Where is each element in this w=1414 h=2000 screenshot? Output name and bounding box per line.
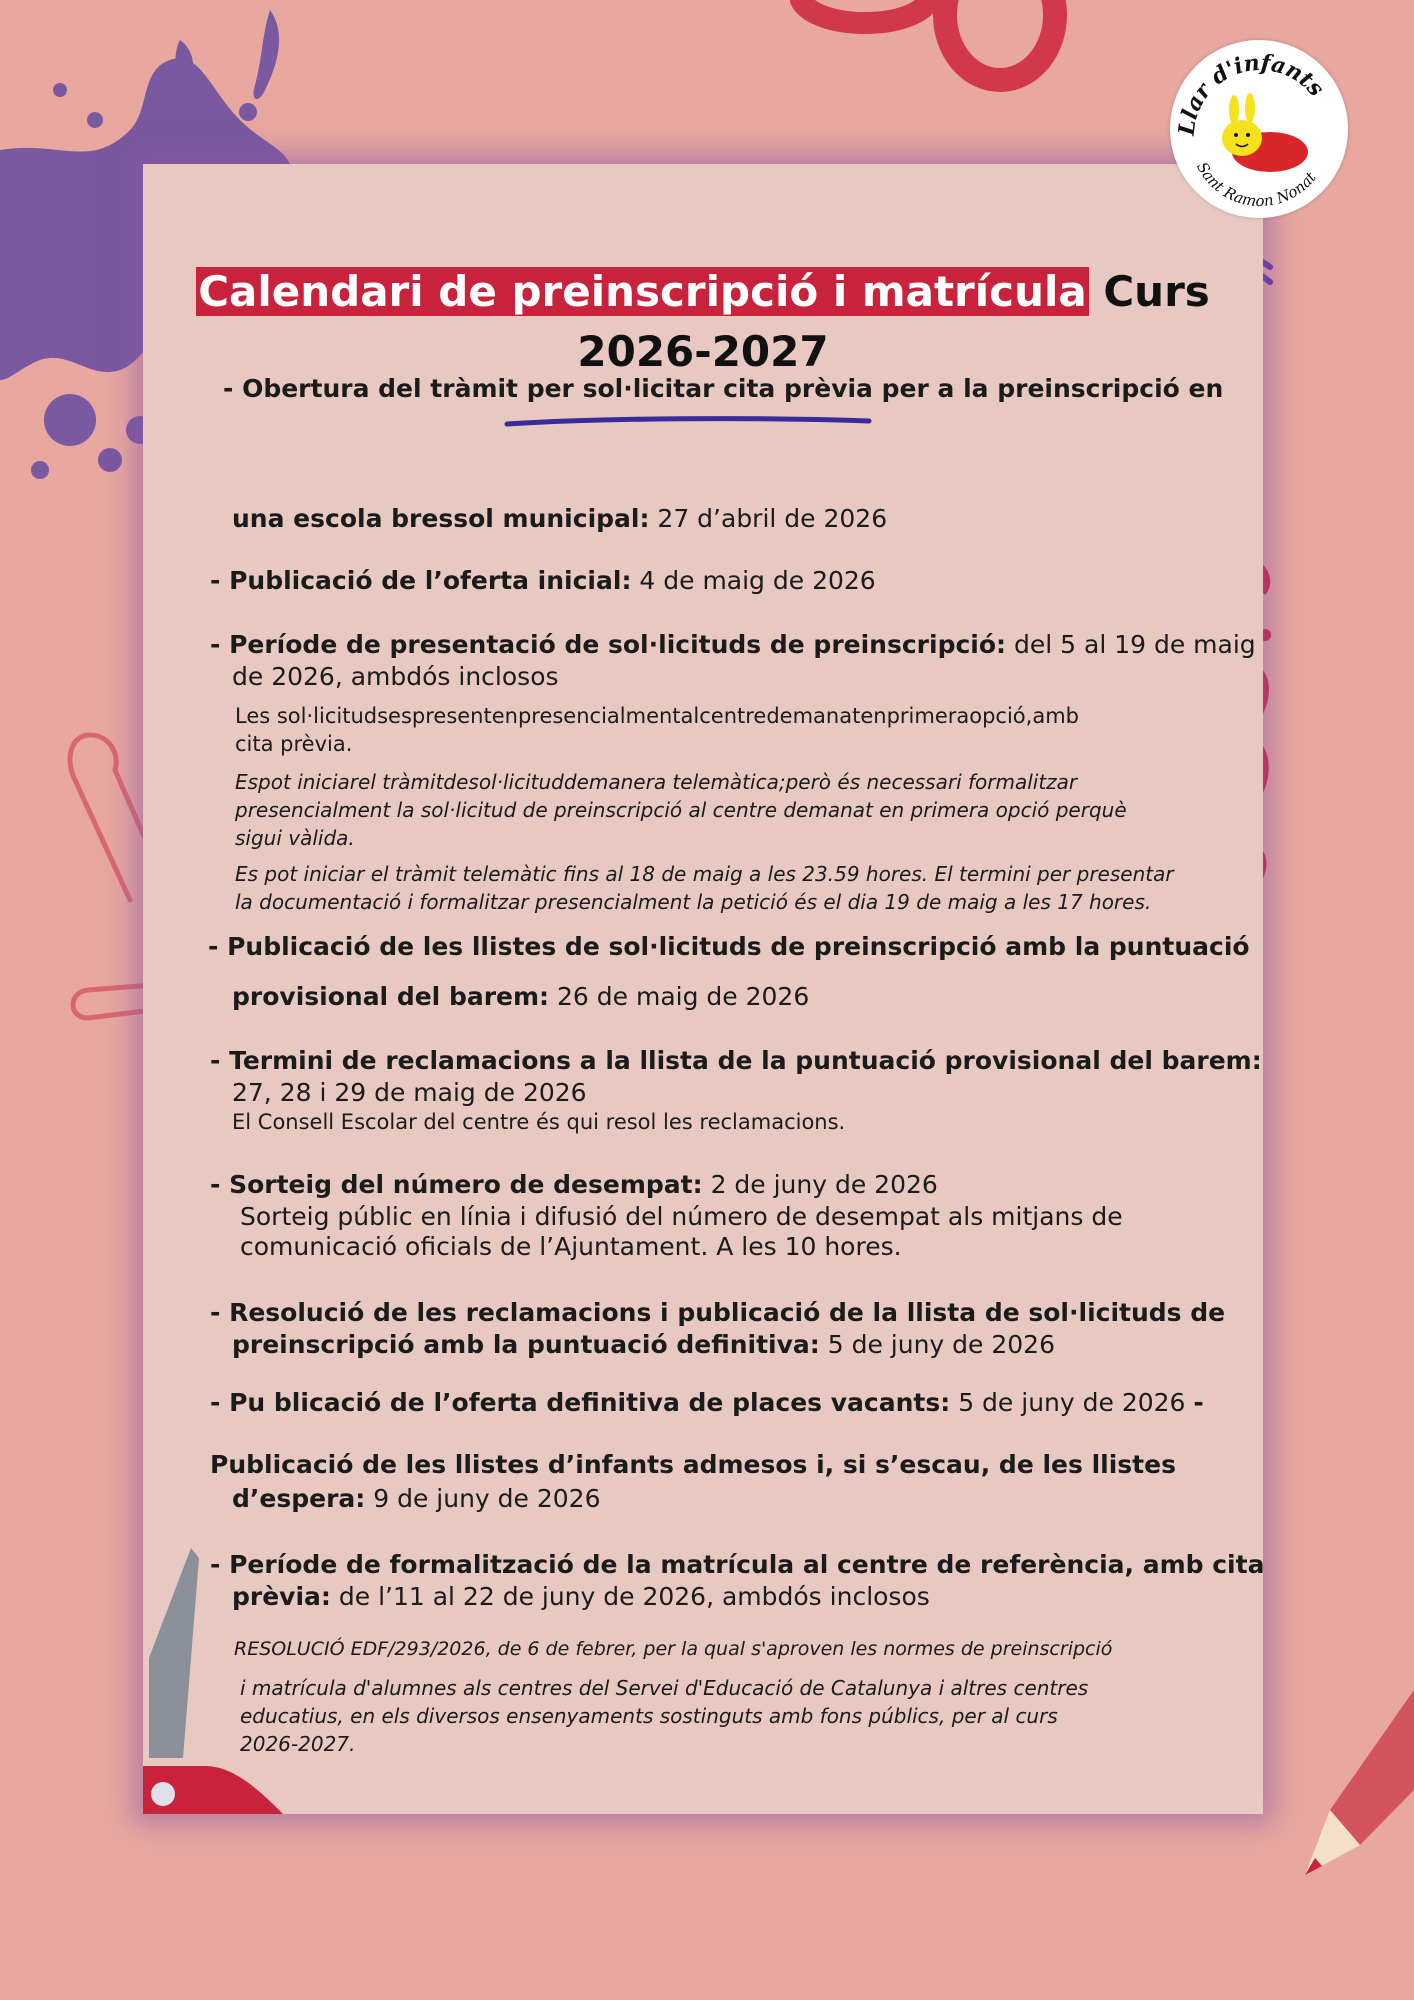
school-logo: [1170, 40, 1348, 218]
resolucio-reference-2: i matrícula d'alumnes als centres del Servei d'Educació de Catalunya i altres centres: [240, 1676, 1089, 1700]
item-sorteig: - Sorteig del número de desempat: 2 de juny de 2026: [210, 1170, 938, 1199]
item-llistes-provisional: - Publicació de les llistes de sol·licituds de preinscripció amb la puntuació: [208, 932, 1250, 961]
pencil-decoration: [1290, 1680, 1414, 1880]
item-resolucio-reclamacions: - Resolució de les reclamacions i publicació de la llista de sol·licituds de: [210, 1298, 1226, 1327]
logo-top-text: Llar d'infants: [1173, 49, 1330, 137]
resolucio-reference: RESOLUCIÓ EDF/293/2026, de 6 de febrer, per la qual s'aproven les normes de preinscripció: [234, 1638, 1113, 1660]
handdrawn-underline: [503, 414, 873, 430]
bunny-icon: [1222, 93, 1308, 172]
item-reclamacions: - Termini de reclamacions a la llista de la puntuació provisional del barem:: [210, 1046, 1262, 1075]
note-telematica-2: presencialment la sol·licitud de preinscripció al centre demanat en primera opció perquè: [235, 798, 1127, 822]
item-oferta-definitiva: - Pu blicació de l’oferta definitiva de places vacants: 5 de juny de 2026 -: [210, 1388, 1204, 1417]
red-scissors-handles-decoration: [790, 0, 1100, 110]
logo-bottom-text: Sant Ramon Nonat: [1192, 158, 1320, 211]
resolucio-reference-4: 2026-2027.: [240, 1732, 356, 1756]
subtitle: - Obertura del tràmit per sol·licitar cita prèvia per a la preinscripció en: [223, 374, 1224, 403]
item-llistes-provisional-cont: provisional del barem: 26 de maig de 2026: [232, 982, 810, 1011]
note-telematica-3: sigui vàlida.: [235, 826, 355, 850]
resolucio-reference-3: educatius, en els diversos ensenyaments sostinguts amb fons públics, per al curs: [240, 1704, 1058, 1728]
title-curs: Curs: [1103, 267, 1210, 316]
page-title: [143, 262, 1263, 382]
note-termini-2: la documentació i formalitzar presencialment la petició és el dia 19 de maig a les 17 hores.: [235, 890, 1152, 914]
logo-graphic: [1170, 40, 1348, 218]
note-telematica: Espot iniciarel tràmitdesol·licituddemanera telemàtica;però és necessari formalitzar: [235, 770, 1078, 794]
note-presencial: Les sol·licitudsespresentenpresencialmentalcentredemanatenprimeraopció,amb: [235, 704, 1079, 728]
title-year: 2026-2027: [577, 327, 829, 376]
item-llistes-admesos: Publicació de les llistes d’infants admesos i, si s’escau, de les llistes: [210, 1450, 1176, 1479]
item-periode-preinscripcio-cont: de 2026, ambdós inclosos: [232, 662, 559, 691]
item-periode-preinscripcio: - Període de presentació de sol·licituds de preinscripció: del 5 al 19 de maig: [210, 630, 1256, 659]
calendar-card: [143, 164, 1263, 1814]
note-consell-escolar: El Consell Escolar del centre és qui resol les reclamacions.: [232, 1110, 846, 1134]
item-oferta-inicial: - Publicació de l’oferta inicial: 4 de maig de 2026: [210, 566, 876, 595]
item-matricula-cont: prèvia: de l’11 al 22 de juny de 2026, ambdós inclosos: [232, 1582, 930, 1611]
item-reclamacions-date: 27, 28 i 29 de maig de 2026: [232, 1078, 587, 1107]
note-sorteig-2: comunicació oficials de l’Ajuntament. A les 10 hores.: [240, 1232, 902, 1261]
item-cita-previa: una escola bressol municipal: 27 d’abril de 2026: [232, 504, 888, 533]
item-matricula: - Període de formalització de la matrícula al centre de referència, amb cita: [210, 1550, 1265, 1579]
note-presencial-cont: cita prèvia.: [235, 732, 353, 756]
note-termini: Es pot iniciar el tràmit telemàtic fins al 18 de maig a les 23.59 hores. El termini per presentar: [235, 862, 1174, 886]
title-highlight: Calendari de preinscripció i matrícula: [198, 267, 1087, 316]
item-llistes-admesos-cont: d’espera: 9 de juny de 2026: [232, 1484, 601, 1513]
note-sorteig: Sorteig públic en línia i difusió del número de desempat als mitjans de: [240, 1202, 1123, 1231]
item-resolucio-reclamacions-cont: preinscripció amb la puntuació definitiva: 5 de juny de 2026: [232, 1330, 1055, 1359]
